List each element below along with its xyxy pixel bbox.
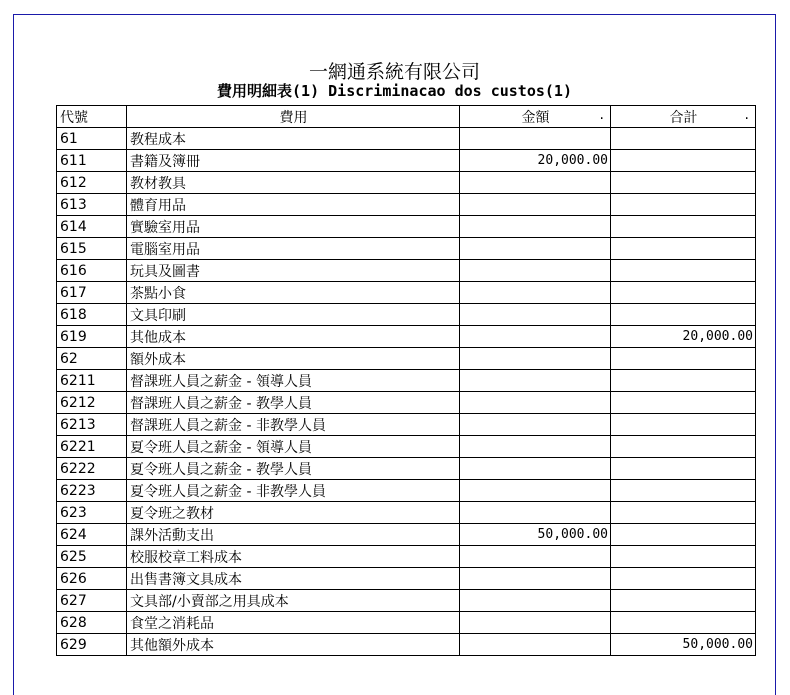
- table-row: [57, 260, 756, 282]
- row-amount: 20,000.00: [460, 150, 611, 172]
- row-code: 617: [57, 282, 127, 304]
- row-amount: [460, 414, 611, 436]
- row-total: [611, 216, 756, 238]
- row-amount: [460, 216, 611, 238]
- row-name: 其他額外成本: [127, 634, 460, 656]
- row-name: 書籍及簿冊: [127, 150, 460, 172]
- row-name: 夏令班人員之薪金 - 非教學人員: [127, 480, 460, 502]
- row-code: 6222: [57, 458, 127, 480]
- header-code: 代號: [57, 106, 127, 128]
- table-row: [57, 282, 756, 304]
- row-code: 6211: [57, 370, 127, 392]
- row-code: 625: [57, 546, 127, 568]
- row-name: 食堂之消耗品: [127, 612, 460, 634]
- row-amount: [460, 172, 611, 194]
- row-total: [611, 524, 756, 546]
- report-title: [14, 80, 775, 101]
- row-amount: [460, 326, 611, 348]
- row-total: [611, 568, 756, 590]
- row-total: [611, 260, 756, 282]
- row-code: 614: [57, 216, 127, 238]
- table-row: [57, 370, 756, 392]
- row-amount: [460, 590, 611, 612]
- table-row: [57, 634, 756, 656]
- row-amount: [460, 348, 611, 370]
- table-row: [57, 348, 756, 370]
- row-total: [611, 238, 756, 260]
- row-code: 624: [57, 524, 127, 546]
- row-total: [611, 590, 756, 612]
- report-title-cn: 費用明細表: [217, 82, 293, 100]
- table-row: [57, 568, 756, 590]
- table-row: [57, 612, 756, 634]
- row-amount: [460, 128, 611, 150]
- table-row: [57, 216, 756, 238]
- row-amount: [460, 392, 611, 414]
- row-code: 62: [57, 348, 127, 370]
- table-row: [57, 238, 756, 260]
- header-amount-mark: .: [599, 106, 604, 123]
- row-total: [611, 612, 756, 634]
- table-row: [57, 172, 756, 194]
- report-page: [13, 14, 776, 695]
- row-amount: [460, 370, 611, 392]
- row-total: [611, 172, 756, 194]
- table-header-row: [57, 106, 756, 128]
- row-amount: [460, 238, 611, 260]
- row-total: [611, 502, 756, 524]
- row-amount: [460, 502, 611, 524]
- row-total: [611, 414, 756, 436]
- table-row: [57, 524, 756, 546]
- row-amount: [460, 612, 611, 634]
- row-name: 夏令班之教材: [127, 502, 460, 524]
- table-row: [57, 150, 756, 172]
- row-name: 其他成本: [127, 326, 460, 348]
- table-row: [57, 458, 756, 480]
- row-code: 618: [57, 304, 127, 326]
- table-row: [57, 480, 756, 502]
- table-row: [57, 128, 756, 150]
- row-name: 督課班人員之薪金 - 教學人員: [127, 392, 460, 414]
- company-name: 一網通系統有限公司: [308, 61, 480, 83]
- table-row: [57, 414, 756, 436]
- row-code: 615: [57, 238, 127, 260]
- row-code: 61: [57, 128, 127, 150]
- row-name: 督課班人員之薪金 - 非教學人員: [127, 414, 460, 436]
- row-name: 文具印刷: [127, 304, 460, 326]
- row-name: 文具部/小賣部之用具成本: [127, 590, 460, 612]
- row-amount: [460, 458, 611, 480]
- row-amount: [460, 194, 611, 216]
- header-amount: [460, 106, 611, 128]
- table-row: [57, 326, 756, 348]
- row-code: 628: [57, 612, 127, 634]
- header-total-mark: .: [744, 106, 749, 123]
- row-total: [611, 348, 756, 370]
- row-code: 627: [57, 590, 127, 612]
- row-total: 50,000.00: [611, 634, 756, 656]
- row-name: 夏令班人員之薪金 - 教學人員: [127, 458, 460, 480]
- row-name: 教材教具: [127, 172, 460, 194]
- row-total: [611, 370, 756, 392]
- table-row: [57, 502, 756, 524]
- row-total: [611, 436, 756, 458]
- row-code: 6212: [57, 392, 127, 414]
- header-name: 費用: [127, 106, 460, 128]
- row-amount: [460, 260, 611, 282]
- row-code: 619: [57, 326, 127, 348]
- row-amount: [460, 568, 611, 590]
- row-total: [611, 194, 756, 216]
- table-row: [57, 546, 756, 568]
- header-total-label: 合計: [669, 109, 698, 126]
- row-amount: [460, 282, 611, 304]
- row-amount: [460, 304, 611, 326]
- table-row: [57, 392, 756, 414]
- row-total: [611, 282, 756, 304]
- row-amount: [460, 634, 611, 656]
- row-total: [611, 480, 756, 502]
- row-name: 校服校章工料成本: [127, 546, 460, 568]
- row-code: 6221: [57, 436, 127, 458]
- row-total: [611, 150, 756, 172]
- expense-table: [56, 105, 756, 656]
- row-name: 督課班人員之薪金 - 領導人員: [127, 370, 460, 392]
- row-name: 電腦室用品: [127, 238, 460, 260]
- row-amount: [460, 436, 611, 458]
- row-name: 玩具及圖書: [127, 260, 460, 282]
- row-name: 出售書簿文具成本: [127, 568, 460, 590]
- row-code: 623: [57, 502, 127, 524]
- row-code: 626: [57, 568, 127, 590]
- table-row: [57, 590, 756, 612]
- row-name: 教程成本: [127, 128, 460, 150]
- header-total: [611, 106, 756, 128]
- row-total: 20,000.00: [611, 326, 756, 348]
- row-code: 613: [57, 194, 127, 216]
- table-row: [57, 436, 756, 458]
- row-code: 616: [57, 260, 127, 282]
- row-name: 實驗室用品: [127, 216, 460, 238]
- row-code: 612: [57, 172, 127, 194]
- row-total: [611, 304, 756, 326]
- header-amount-label: 金額: [521, 109, 550, 126]
- row-total: [611, 546, 756, 568]
- table-row: [57, 194, 756, 216]
- row-name: 課外活動支出: [127, 524, 460, 546]
- row-total: [611, 128, 756, 150]
- row-amount: [460, 546, 611, 568]
- row-amount: [460, 480, 611, 502]
- row-total: [611, 392, 756, 414]
- report-title-rest: (1) Discriminacao dos custos(1): [292, 82, 572, 100]
- row-code: 629: [57, 634, 127, 656]
- row-code: 611: [57, 150, 127, 172]
- table-row: [57, 304, 756, 326]
- row-name: 體育用品: [127, 194, 460, 216]
- row-code: 6223: [57, 480, 127, 502]
- row-name: 夏令班人員之薪金 - 領導人員: [127, 436, 460, 458]
- row-code: 6213: [57, 414, 127, 436]
- row-name: 額外成本: [127, 348, 460, 370]
- row-total: [611, 458, 756, 480]
- row-name: 茶點小食: [127, 282, 460, 304]
- row-amount: 50,000.00: [460, 524, 611, 546]
